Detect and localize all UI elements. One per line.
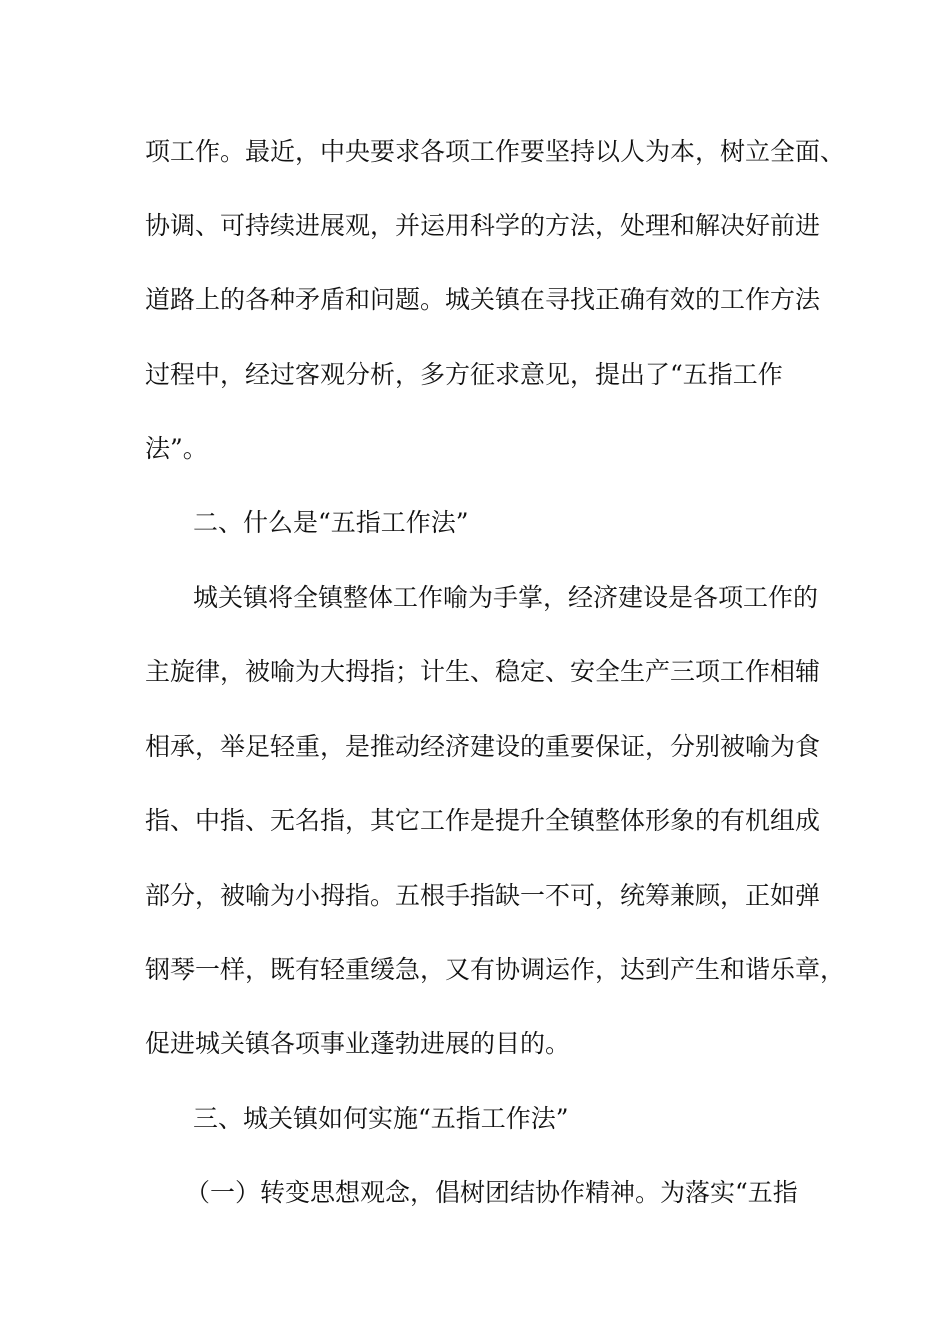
subsection-heading-1: （一）转变思想观念，倡树团结协作精神。为落实“五指 [185, 1178, 798, 1207]
paragraph-1-line-1: 项工作。最近，中央要求各项工作要坚持以人为本，树立全面、 [145, 137, 846, 166]
paragraph-2-line-1: 城关镇将全镇整体工作喻为手掌，经济建设是各项工作的 [193, 583, 819, 612]
section-heading-3: 三、城关镇如何实施“五指工作法” [193, 1104, 569, 1133]
paragraph-1-line-5: 法”。 [145, 434, 208, 463]
paragraph-1-line-3: 道路上的各种矛盾和问题。城关镇在寻找正确有效的工作方法 [145, 285, 821, 314]
section-heading-2: 二、什么是“五指工作法” [193, 508, 469, 537]
paragraph-1-line-4: 过程中，经过客观分析，多方征求意见，提出了“五指工作 [145, 360, 783, 389]
paragraph-2-line-4: 指、中指、无名指，其它工作是提升全镇整体形象的有机组成 [145, 806, 821, 835]
paragraph-2-line-7: 促进城关镇各项事业蓬勃进展的目的。 [145, 1029, 571, 1058]
paragraph-2-line-5: 部分，被喻为小拇指。五根手指缺一不可，统筹兼顾，正如弹 [145, 881, 821, 910]
paragraph-2-line-3: 相承，举足轻重，是推动经济建设的重要保证，分别被喻为食 [145, 732, 821, 761]
paragraph-2-line-6: 钢琴一样，既有轻重缓急，又有协调运作，达到产生和谐乐章， [145, 955, 846, 984]
paragraph-1-line-2: 协调、可持续进展观，并运用科学的方法，处理和解决好前进 [145, 211, 821, 240]
paragraph-2-line-2: 主旋律，被喻为大拇指；计生、稳定、安全生产三项工作相辅 [145, 657, 821, 686]
